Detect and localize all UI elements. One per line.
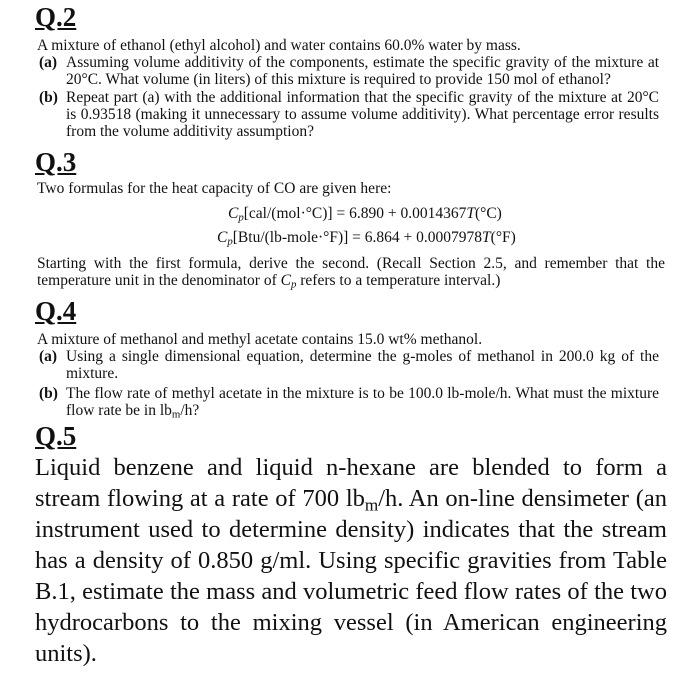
q4-part-b-text-2: /h? <box>180 402 200 419</box>
q4-heading: Q.4 <box>35 296 77 326</box>
q2-part-a <box>39 54 659 88</box>
q2-part-b <box>39 89 659 140</box>
q4-part-a-text: Using a single dimensional equation, determine the g-moles of methanol in 200.0 kg of the mixture. <box>66 348 659 382</box>
q5-heading: Q.5 <box>35 421 77 451</box>
q3-body-a: Starting with the first formula, derive the second. (Recall Section 2.5, and remember that the temperature unit in the denominator of <box>37 255 665 289</box>
q5-body: Liquid benzene and liquid n-hexane are blended to form a stream flowing at a rate of 700 $lb_m/h$. An on-line densimeter (an instrument used to determine density) indicates that the stream has a density of 0.850 g/ml. Using specific gravities from Table B.1, estimate the mass and volumetric feed flow rates of the two hydrocarbons to the mixing vessel (in American engineering units). <box>35 454 667 667</box>
q2-heading: Q.2 <box>35 2 77 32</box>
q2-intro: A mixture of ethanol (ethyl alcohol) and water contains 60.0% water by mass. <box>37 37 521 54</box>
q4-part-b-text: The flow rate of methyl acetate in the mixture is to be 100.0 lb-mole/h. What must the mixture flow rate be in $lb_m/h$? <box>66 385 659 421</box>
q2-part-a-text: Assuming volume additivity of the components, estimate the specific gravity of the mixture at 20°C. What volume (in liters) of this mixture is required to provide 150 mol of ethanol? <box>66 54 659 88</box>
q4-part-a-label: (a) <box>39 348 58 365</box>
q3-eq1-body: [cal/(mol·°C)] = 6.890 + 0.0014367 <box>243 205 467 222</box>
q2-part-b-label: (b) <box>39 89 58 106</box>
q3-intro: Two formulas for the heat capacity of CO are given here: <box>37 180 392 197</box>
q3-body: Starting with the first formula, derive the second. (Recall Section 2.5, and remember that the temperature unit in the denominator of $C_p$ refers to a temperature interval.) <box>37 255 665 291</box>
q4-part-b-label: (b) <box>39 385 58 402</box>
q2-part-a-label: (a) <box>39 54 58 71</box>
q3-eq2-tail: (°F) <box>490 229 516 246</box>
q3-equation-1: $C_p[cal/(mol\cdot^\circ C)] = 6.890 + 0.0014367T(^\circ C)$ <box>228 205 502 224</box>
q4-part-b <box>39 385 659 419</box>
q3-heading: Q.3 <box>35 147 77 177</box>
q4-part-a <box>39 348 659 382</box>
q5-text-1: Liquid benzene and liquid n-hexane are blended to form a stream flowing at a rate of 700 lb <box>35 454 667 512</box>
q3-equation-2: $C_p[Btu/(lb-mole\cdot^\circ F)] = 6.864 + 0.0007978T(^\circ F)$ <box>217 229 516 248</box>
q4-intro: A mixture of methanol and methyl acetate contains 15.0 wt% methanol. <box>37 331 483 348</box>
q2-part-b-text: Repeat part (a) with the additional information that the specific gravity of the mixture at 20°C is 0.93518 (making it unnecessary to assume volume additivity). What percentage error results from the volume additivity assumption? <box>66 89 659 140</box>
q4-part-b-text-1: The flow rate of methyl acetate in the mixture is to be 100.0 lb-mole/h. What must the mixture flow rate be in lb <box>66 385 659 419</box>
q3-eq2-body: [Btu/(lb-mole·°F)] = 6.864 + 0.0007978 <box>232 229 483 246</box>
q3-body-b: refers to a temperature interval.) <box>300 272 501 289</box>
q5-text-2: /h. An on-line densimeter (an instrument used to determine density) indicates that the stream has a density of 0.850 g/ml. Using specific gravities from Table B.1, estimate the mass and volumetric feed flow rates of the two hydrocarbons to the mixing vessel (in American engineering units). <box>35 485 667 667</box>
q3-eq1-tail: (°C) <box>474 205 502 222</box>
